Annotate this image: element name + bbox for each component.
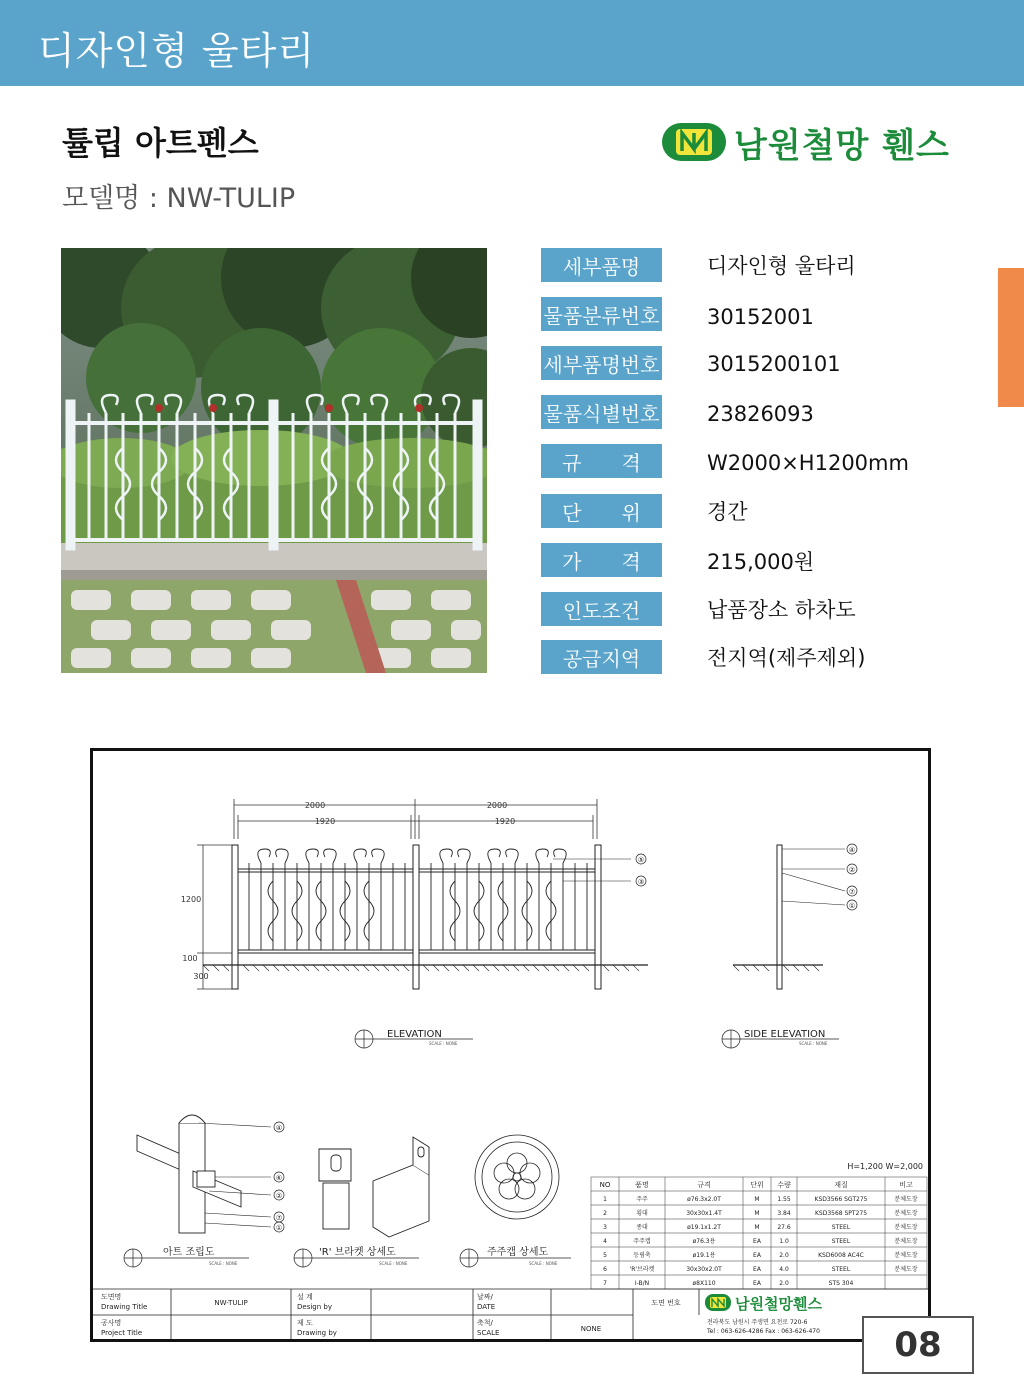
spec-label-id-number: 물품식별번호	[541, 395, 662, 429]
assembly-callout-7: ⑦	[275, 1214, 283, 1222]
bom-cell: 등림축	[633, 1252, 651, 1259]
bom-header-spec: 규격	[697, 1181, 711, 1189]
bom-cell: 주주캡	[633, 1238, 651, 1245]
dim-height: 1200	[180, 895, 202, 904]
spec-value-delivery: 납품장소 하차도	[707, 598, 856, 622]
bom-header-material: 재질	[834, 1181, 848, 1189]
bom-cell: ø76.3x2.0T	[687, 1196, 721, 1203]
bom-cell: M	[754, 1196, 760, 1203]
assembly-callout-6: ⑥	[275, 1174, 283, 1182]
tb-scale-label-ko: 축척/	[477, 1319, 493, 1327]
spec-value-id-number: 23826093	[707, 402, 814, 426]
spec-label-price: 가 격	[541, 543, 662, 577]
spec-label-size: 규 격	[541, 444, 662, 478]
bom-cell: 30x30x1.4T	[686, 1210, 722, 1217]
bom-cell: EA	[753, 1280, 761, 1287]
bom-cell: 분체도장	[894, 1196, 918, 1203]
product-photo	[61, 248, 487, 673]
page-category-title: 디자인형 울타리	[38, 29, 316, 73]
bom-cell: 1	[603, 1196, 607, 1203]
bom-cell: 1.0	[779, 1238, 789, 1245]
bom-cell: 분체도장	[894, 1224, 918, 1231]
spec-label-detail-name: 세부품명	[541, 248, 662, 282]
dim-base: 100	[182, 954, 198, 963]
bom-cell: 'R'브라켓	[629, 1266, 655, 1273]
bom-cell: ø8X110	[692, 1280, 716, 1287]
spec-label-detail-number: 세부품명번호	[541, 346, 662, 380]
bom-cell: 1.55	[777, 1196, 791, 1203]
technical-drawing	[90, 748, 931, 1342]
side-tab-marker	[998, 268, 1024, 407]
tb-drawing-title-label-en: Drawing Title	[101, 1303, 148, 1311]
tb-drawing-by-label-en: Drawing by	[297, 1329, 337, 1337]
scale-note-side: SCALE : NONE	[799, 1041, 828, 1046]
bom-cell: 30x30x2.0T	[686, 1266, 722, 1273]
bom-cell: 3	[603, 1224, 607, 1231]
spec-label-unit: 단 위	[541, 494, 662, 528]
tb-design-by-label-en: Design by	[297, 1303, 332, 1311]
spec-value-price: 215,000원	[707, 550, 815, 574]
tb-drawing-no-label: 도면 번호	[651, 1299, 681, 1307]
tb-scale-value: NONE	[580, 1325, 602, 1333]
size-note: H=1,200 W=2,000	[847, 1162, 923, 1171]
tb-design-by-label-ko: 설 계	[297, 1293, 313, 1301]
bom-cell: M	[754, 1224, 760, 1231]
bom-cell: 분체도장	[894, 1252, 918, 1259]
assembly-callout-4: ④	[275, 1124, 283, 1132]
product-title: 튤립 아트펜스	[62, 124, 259, 162]
bom-cell: 6	[603, 1266, 607, 1273]
bom-cell: KSD3566 SGT275	[814, 1196, 868, 1203]
tb-scale-label-en: SCALE	[477, 1329, 500, 1337]
bom-cell: EA	[753, 1252, 761, 1259]
dim-span-outer-1: 2000	[304, 801, 326, 810]
callout-5: ⑤	[637, 856, 645, 864]
bom-cell: ø76.3용	[692, 1238, 716, 1245]
spec-value-supply-area: 전지역(제주제외)	[707, 646, 866, 670]
bom-cell: 4	[603, 1238, 607, 1245]
brand-name: 남원철망 휀스	[734, 125, 950, 166]
tb-company-name: 남원철망휀스	[735, 1295, 822, 1313]
bom-cell: M	[754, 1210, 760, 1217]
bom-cell: 2	[603, 1210, 607, 1217]
bom-cell: 3.84	[777, 1210, 791, 1217]
spec-label-supply-area: 공급지역	[541, 640, 662, 674]
tb-company-contact: Tel : 063-626-4286 Fax : 063-626-470	[707, 1328, 820, 1335]
bom-header-no: NO	[599, 1181, 611, 1189]
scale-note-assembly: SCALE : NONE	[209, 1261, 238, 1266]
scale-note-cap: SCALE : NONE	[529, 1261, 558, 1266]
side-callout-2: ②	[848, 866, 856, 874]
assembly-callout-2: ②	[275, 1192, 283, 1200]
bom-cell: 2.0	[779, 1252, 789, 1259]
tb-drawing-title-value: NW-TULIP	[214, 1299, 248, 1307]
bom-header-unit: 단위	[750, 1181, 764, 1189]
dim-span-inner-2: 1920	[494, 817, 516, 826]
tb-date-label-en: DATE	[477, 1303, 496, 1311]
bom-cell: STEEL	[831, 1224, 851, 1231]
brand-mark-icon	[662, 123, 726, 161]
bom-cell: 7	[603, 1280, 607, 1287]
side-callout-7: ⑦	[848, 888, 856, 896]
bom-cell: 횡대	[636, 1210, 648, 1217]
view-label-side-elevation: SIDE ELEVATION	[744, 1029, 826, 1040]
bom-cell: 종대	[636, 1224, 648, 1231]
bom-cell: KSD6008 AC4C	[818, 1252, 864, 1259]
page-number: 08	[862, 1316, 974, 1374]
spec-value-size: W2000×H1200mm	[707, 451, 909, 475]
spec-value-unit: 경간	[707, 500, 748, 524]
tb-project-title-label-en: Project Title	[101, 1329, 143, 1337]
view-label-elevation: ELEVATION	[387, 1029, 442, 1040]
side-callout-1: ①	[848, 902, 856, 910]
bom-cell: 주주	[636, 1196, 648, 1203]
bom-cell: ø19.1x1.2T	[687, 1224, 721, 1231]
bom-cell: 분체도장	[894, 1266, 918, 1273]
bom-cell: 5	[603, 1252, 607, 1259]
bom-cell: STEEL	[831, 1266, 851, 1273]
brand-logo	[662, 118, 950, 166]
bom-header-remark: 비고	[899, 1181, 913, 1189]
spec-value-detail-number: 3015200101	[707, 352, 841, 376]
tb-drawing-title-label-ko: 도면명	[101, 1293, 122, 1301]
dim-footing: 300	[193, 972, 209, 981]
spec-value-class-number: 30152001	[707, 305, 814, 329]
bom-header-qty: 수량	[777, 1181, 791, 1189]
model-name: 모델명 : NW-TULIP	[62, 183, 296, 214]
tb-company-logo-icon	[705, 1294, 731, 1311]
tb-drawing-by-label-ko: 제 도	[297, 1319, 313, 1327]
view-label-cap-detail: 주주캡 상세도	[487, 1247, 549, 1258]
tb-project-title-label-ko: 공사명	[101, 1319, 122, 1327]
bom-cell: EA	[753, 1238, 761, 1245]
dim-span-inner-1: 1920	[314, 817, 336, 826]
view-label-art-assembly: 아트 조립도	[163, 1247, 215, 1258]
bom-cell: KSD3568 SPT275	[814, 1210, 868, 1217]
bom-cell: 분체도장	[894, 1238, 918, 1245]
spec-value-detail-name: 디자인형 울타리	[707, 254, 856, 278]
bom-cell: STEEL	[831, 1238, 851, 1245]
tb-company-address: 전라북도 남원시 주생면 요천로 720-6	[707, 1319, 808, 1326]
assembly-callout-1: ①	[275, 1224, 283, 1232]
callout-3: ③	[637, 878, 645, 886]
view-label-r-bracket: 'R' 브라켓 상세도	[319, 1247, 396, 1258]
bom-cell: EA	[753, 1266, 761, 1273]
bom-cell: 4.0	[779, 1266, 789, 1273]
bom-header-name: 품명	[635, 1181, 649, 1189]
bom-cell: I-B/N	[634, 1280, 650, 1287]
dim-span-outer-2: 2000	[486, 801, 508, 810]
bom-cell: 27.6	[777, 1224, 791, 1231]
bom-cell: 분체도장	[894, 1210, 918, 1217]
spec-label-class-number: 물품분류번호	[541, 297, 662, 331]
scale-note-bracket: SCALE : NONE	[379, 1261, 408, 1266]
bom-cell: 2.0	[779, 1280, 789, 1287]
scale-note-elevation: SCALE : NONE	[429, 1041, 458, 1046]
tb-date-label-ko: 날짜/	[477, 1293, 493, 1301]
bom-cell: STS 304	[828, 1280, 854, 1287]
spec-label-delivery: 인도조건	[541, 592, 662, 626]
bom-cell: ø19.1용	[692, 1252, 716, 1259]
side-callout-4: ④	[848, 846, 856, 854]
